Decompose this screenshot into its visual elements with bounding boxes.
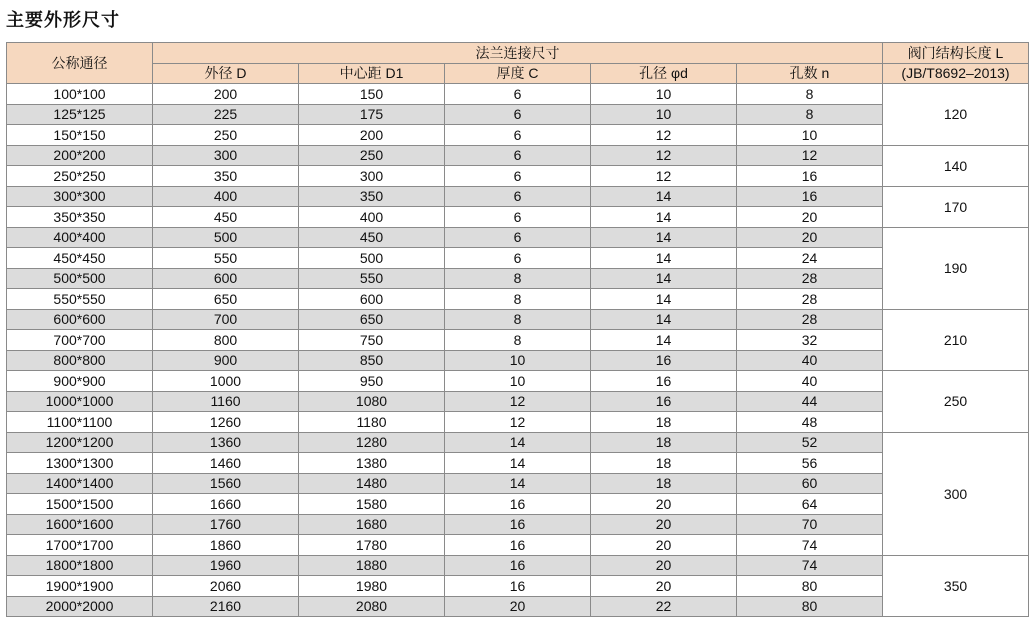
- table-row: [7, 350, 1029, 371]
- cell-thickness: 6: [445, 104, 591, 125]
- cell-hole-count: 40: [737, 371, 883, 392]
- cell-thickness: 16: [445, 555, 591, 576]
- cell-thickness: 6: [445, 207, 591, 228]
- cell-hole-count: 64: [737, 494, 883, 515]
- table-body: [7, 84, 1029, 617]
- cell-center-distance: 1580: [299, 494, 445, 515]
- header-flange-group: 法兰连接尺寸: [153, 43, 883, 64]
- cell-hole-diameter: 20: [591, 514, 737, 535]
- cell-center-distance: 1280: [299, 432, 445, 453]
- table-row: [7, 391, 1029, 412]
- table-row: [7, 207, 1029, 228]
- table-row: [7, 227, 1029, 248]
- table-row: [7, 473, 1029, 494]
- cell-hole-diameter: 20: [591, 494, 737, 515]
- cell-valve-length: 300: [883, 432, 1029, 555]
- cell-nominal: 1100*1100: [7, 412, 153, 433]
- cell-hole-diameter: 14: [591, 248, 737, 269]
- cell-nominal: 1500*1500: [7, 494, 153, 515]
- cell-hole-count: 70: [737, 514, 883, 535]
- cell-hole-diameter: 20: [591, 576, 737, 597]
- cell-center-distance: 300: [299, 166, 445, 187]
- cell-hole-count: 44: [737, 391, 883, 412]
- table-row: [7, 371, 1029, 392]
- cell-hole-count: 60: [737, 473, 883, 494]
- cell-nominal: 100*100: [7, 84, 153, 105]
- cell-hole-count: 28: [737, 289, 883, 310]
- cell-nominal: 1000*1000: [7, 391, 153, 412]
- cell-outer-diameter: 650: [153, 289, 299, 310]
- table-row: [7, 596, 1029, 617]
- page-title: 主要外形尺寸: [6, 10, 120, 31]
- cell-outer-diameter: 1360: [153, 432, 299, 453]
- cell-hole-count: 48: [737, 412, 883, 433]
- table-row: [7, 268, 1029, 289]
- cell-nominal: 125*125: [7, 104, 153, 125]
- cell-nominal: 600*600: [7, 309, 153, 330]
- cell-center-distance: 175: [299, 104, 445, 125]
- cell-valve-length: 120: [883, 84, 1029, 146]
- cell-nominal: 1300*1300: [7, 453, 153, 474]
- table-row: [7, 145, 1029, 166]
- cell-thickness: 16: [445, 514, 591, 535]
- header-hole-count: 孔数 n: [737, 63, 883, 84]
- cell-center-distance: 600: [299, 289, 445, 310]
- cell-outer-diameter: 300: [153, 145, 299, 166]
- cell-hole-diameter: 18: [591, 432, 737, 453]
- header-nominal-diameter: 公称通径: [7, 43, 153, 84]
- table-row: [7, 535, 1029, 556]
- cell-outer-diameter: 900: [153, 350, 299, 371]
- cell-hole-count: 80: [737, 576, 883, 597]
- cell-hole-count: 32: [737, 330, 883, 351]
- cell-center-distance: 250: [299, 145, 445, 166]
- header-center-distance: 中心距 D1: [299, 63, 445, 84]
- cell-hole-count: 12: [737, 145, 883, 166]
- cell-center-distance: 550: [299, 268, 445, 289]
- cell-valve-length: 170: [883, 186, 1029, 227]
- cell-outer-diameter: 350: [153, 166, 299, 187]
- cell-hole-count: 20: [737, 207, 883, 228]
- cell-nominal: 200*200: [7, 145, 153, 166]
- cell-valve-length: 140: [883, 145, 1029, 186]
- header-thickness: 厚度 C: [445, 63, 591, 84]
- cell-hole-diameter: 14: [591, 268, 737, 289]
- cell-center-distance: 350: [299, 186, 445, 207]
- cell-thickness: 6: [445, 166, 591, 187]
- cell-nominal: 350*350: [7, 207, 153, 228]
- cell-center-distance: 1980: [299, 576, 445, 597]
- cell-outer-diameter: 400: [153, 186, 299, 207]
- table-row: [7, 514, 1029, 535]
- table-row: [7, 166, 1029, 187]
- cell-outer-diameter: 1160: [153, 391, 299, 412]
- cell-hole-diameter: 12: [591, 166, 737, 187]
- cell-center-distance: 1780: [299, 535, 445, 556]
- cell-outer-diameter: 1460: [153, 453, 299, 474]
- cell-nominal: 500*500: [7, 268, 153, 289]
- table-row: [7, 309, 1029, 330]
- cell-hole-diameter: 18: [591, 473, 737, 494]
- cell-outer-diameter: 200: [153, 84, 299, 105]
- cell-center-distance: 1080: [299, 391, 445, 412]
- table-row: [7, 555, 1029, 576]
- cell-thickness: 14: [445, 473, 591, 494]
- cell-thickness: 16: [445, 494, 591, 515]
- cell-thickness: 8: [445, 309, 591, 330]
- cell-hole-count: 28: [737, 309, 883, 330]
- table-row: [7, 330, 1029, 351]
- cell-hole-diameter: 18: [591, 412, 737, 433]
- cell-nominal: 800*800: [7, 350, 153, 371]
- cell-outer-diameter: 600: [153, 268, 299, 289]
- cell-hole-count: 80: [737, 596, 883, 617]
- table-row: [7, 125, 1029, 146]
- cell-nominal: 1200*1200: [7, 432, 153, 453]
- cell-outer-diameter: 450: [153, 207, 299, 228]
- cell-hole-count: 28: [737, 268, 883, 289]
- cell-outer-diameter: 2160: [153, 596, 299, 617]
- cell-hole-count: 8: [737, 84, 883, 105]
- cell-center-distance: 200: [299, 125, 445, 146]
- cell-hole-diameter: 18: [591, 453, 737, 474]
- cell-hole-count: 52: [737, 432, 883, 453]
- cell-hole-diameter: 14: [591, 309, 737, 330]
- cell-hole-count: 10: [737, 125, 883, 146]
- cell-hole-diameter: 20: [591, 555, 737, 576]
- cell-outer-diameter: 700: [153, 309, 299, 330]
- cell-hole-diameter: 22: [591, 596, 737, 617]
- cell-center-distance: 950: [299, 371, 445, 392]
- cell-hole-diameter: 12: [591, 125, 737, 146]
- cell-center-distance: 2080: [299, 596, 445, 617]
- cell-thickness: 12: [445, 412, 591, 433]
- cell-center-distance: 850: [299, 350, 445, 371]
- header-outer-diameter: 外径 D: [153, 63, 299, 84]
- cell-thickness: 8: [445, 268, 591, 289]
- table-row: [7, 432, 1029, 453]
- table-row: [7, 453, 1029, 474]
- cell-hole-diameter: 10: [591, 84, 737, 105]
- header-valve-length-standard: (JB/T8692–2013): [883, 63, 1029, 84]
- header-hole-diameter: 孔径 φd: [591, 63, 737, 84]
- cell-hole-diameter: 14: [591, 186, 737, 207]
- cell-outer-diameter: 225: [153, 104, 299, 125]
- cell-thickness: 14: [445, 453, 591, 474]
- cell-outer-diameter: 1260: [153, 412, 299, 433]
- cell-outer-diameter: 550: [153, 248, 299, 269]
- dimension-table: [6, 42, 1029, 617]
- table-row: [7, 576, 1029, 597]
- cell-thickness: 8: [445, 330, 591, 351]
- cell-center-distance: 1180: [299, 412, 445, 433]
- header-valve-length: 阀门结构长度 L: [883, 43, 1029, 64]
- cell-thickness: 14: [445, 432, 591, 453]
- cell-hole-count: 20: [737, 227, 883, 248]
- table-row: [7, 412, 1029, 433]
- cell-hole-diameter: 14: [591, 207, 737, 228]
- cell-thickness: 6: [445, 84, 591, 105]
- cell-outer-diameter: 1860: [153, 535, 299, 556]
- cell-nominal: 1400*1400: [7, 473, 153, 494]
- cell-center-distance: 750: [299, 330, 445, 351]
- cell-thickness: 6: [445, 227, 591, 248]
- cell-nominal: 400*400: [7, 227, 153, 248]
- cell-nominal: 1700*1700: [7, 535, 153, 556]
- cell-outer-diameter: 800: [153, 330, 299, 351]
- cell-nominal: 2000*2000: [7, 596, 153, 617]
- cell-nominal: 1800*1800: [7, 555, 153, 576]
- cell-nominal: 450*450: [7, 248, 153, 269]
- cell-thickness: 6: [445, 145, 591, 166]
- cell-hole-diameter: 14: [591, 330, 737, 351]
- cell-hole-diameter: 16: [591, 350, 737, 371]
- cell-hole-diameter: 12: [591, 145, 737, 166]
- cell-valve-length: 210: [883, 309, 1029, 371]
- cell-hole-count: 40: [737, 350, 883, 371]
- cell-valve-length: 350: [883, 555, 1029, 617]
- table-row: [7, 84, 1029, 105]
- cell-hole-count: 74: [737, 535, 883, 556]
- cell-thickness: 12: [445, 391, 591, 412]
- cell-valve-length: 190: [883, 227, 1029, 309]
- table-row: [7, 494, 1029, 515]
- cell-hole-count: 56: [737, 453, 883, 474]
- cell-center-distance: 1480: [299, 473, 445, 494]
- cell-hole-diameter: 20: [591, 535, 737, 556]
- cell-outer-diameter: 1000: [153, 371, 299, 392]
- cell-thickness: 10: [445, 371, 591, 392]
- cell-hole-diameter: 14: [591, 289, 737, 310]
- cell-nominal: 1900*1900: [7, 576, 153, 597]
- cell-hole-count: 8: [737, 104, 883, 125]
- cell-thickness: 6: [445, 186, 591, 207]
- cell-center-distance: 500: [299, 248, 445, 269]
- cell-outer-diameter: 1760: [153, 514, 299, 535]
- cell-outer-diameter: 1960: [153, 555, 299, 576]
- cell-hole-count: 74: [737, 555, 883, 576]
- cell-nominal: 1600*1600: [7, 514, 153, 535]
- cell-hole-count: 16: [737, 166, 883, 187]
- cell-outer-diameter: 500: [153, 227, 299, 248]
- cell-hole-diameter: 16: [591, 371, 737, 392]
- cell-nominal: 550*550: [7, 289, 153, 310]
- cell-hole-diameter: 16: [591, 391, 737, 412]
- cell-thickness: 16: [445, 576, 591, 597]
- cell-center-distance: 1380: [299, 453, 445, 474]
- cell-nominal: 250*250: [7, 166, 153, 187]
- cell-thickness: 6: [445, 125, 591, 146]
- cell-thickness: 6: [445, 248, 591, 269]
- cell-outer-diameter: 1560: [153, 473, 299, 494]
- cell-center-distance: 150: [299, 84, 445, 105]
- cell-nominal: 700*700: [7, 330, 153, 351]
- cell-hole-count: 24: [737, 248, 883, 269]
- table-row: [7, 248, 1029, 269]
- table-row: [7, 104, 1029, 125]
- cell-hole-count: 16: [737, 186, 883, 207]
- cell-nominal: 150*150: [7, 125, 153, 146]
- cell-thickness: 20: [445, 596, 591, 617]
- cell-center-distance: 400: [299, 207, 445, 228]
- cell-center-distance: 450: [299, 227, 445, 248]
- cell-hole-diameter: 10: [591, 104, 737, 125]
- cell-outer-diameter: 1660: [153, 494, 299, 515]
- table-row: [7, 186, 1029, 207]
- cell-thickness: 16: [445, 535, 591, 556]
- table-row: [7, 289, 1029, 310]
- cell-center-distance: 1880: [299, 555, 445, 576]
- cell-thickness: 8: [445, 289, 591, 310]
- cell-center-distance: 1680: [299, 514, 445, 535]
- cell-thickness: 10: [445, 350, 591, 371]
- cell-outer-diameter: 2060: [153, 576, 299, 597]
- cell-hole-diameter: 14: [591, 227, 737, 248]
- cell-valve-length: 250: [883, 371, 1029, 433]
- table-header: [7, 43, 1029, 84]
- cell-nominal: 300*300: [7, 186, 153, 207]
- cell-center-distance: 650: [299, 309, 445, 330]
- cell-nominal: 900*900: [7, 371, 153, 392]
- cell-outer-diameter: 250: [153, 125, 299, 146]
